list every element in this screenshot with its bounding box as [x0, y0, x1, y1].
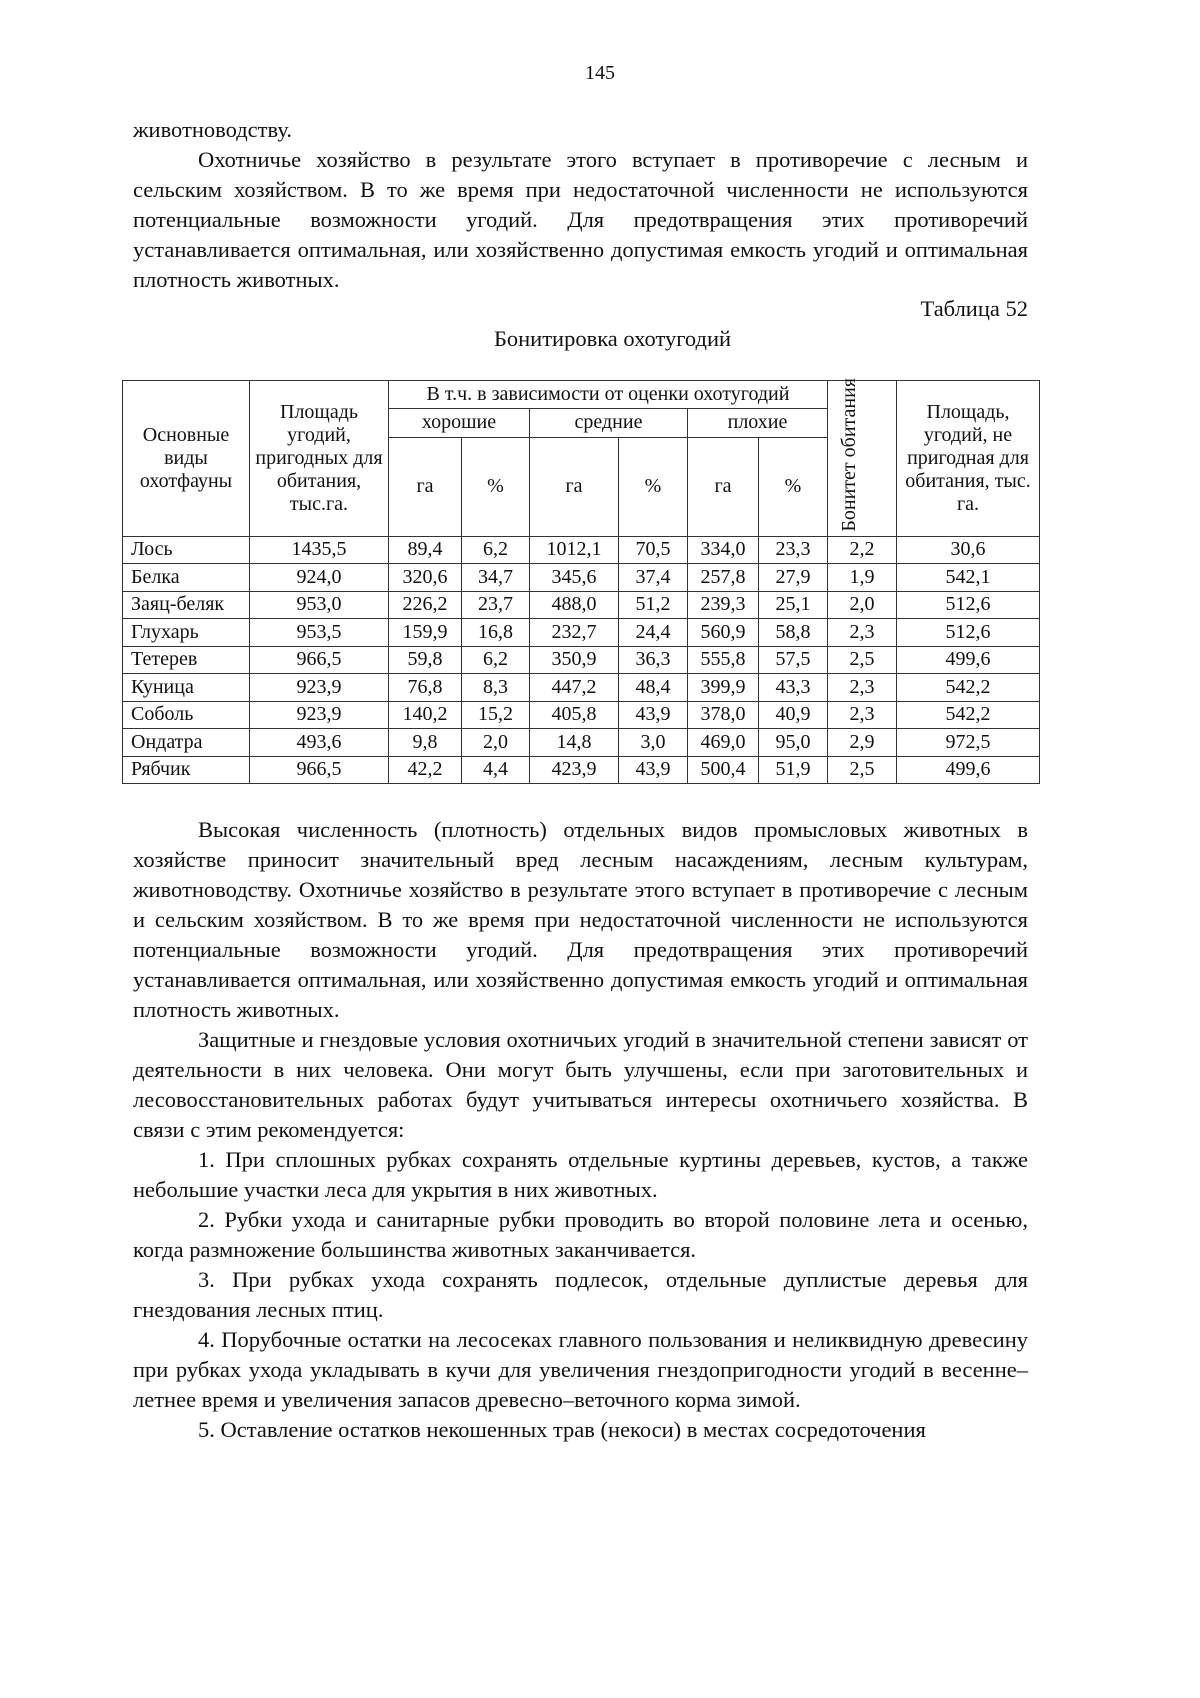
- value-cell: 2,0: [828, 591, 897, 619]
- paragraph: Защитные и гнездовые условия охотничьих угодий в значительной степени зависят от деятельности в них человека. Они могут быть улучшены, если при заготовительных и лесовосстановительных работах будут учитываться интересы охотничьего хозяйства. В связи с этим рекомендуется:: [133, 1027, 1028, 1142]
- value-cell: 542,1: [897, 564, 1040, 592]
- value-cell: 140,2: [389, 701, 462, 729]
- value-cell: 1435,5: [250, 536, 389, 564]
- value-cell: 40,9: [759, 701, 828, 729]
- value-cell: 89,4: [389, 536, 462, 564]
- value-cell: 1012,1: [530, 536, 619, 564]
- header-including: В т.ч. в зависимости от оценки охотугодий: [389, 381, 828, 409]
- species-cell: Соболь: [123, 701, 250, 729]
- paragraph: Охотничье хозяйство в результате этого вступает в противоречие с лесным и сельским хозяйством. В то же время при недостаточной численности не используются потенциальные возможности угодий. Для предотвращения этих противоречий устанавливается оптимальная, или хозяйственно допустимая емкость угодий и оптимальная плотность животных.: [133, 147, 1028, 292]
- value-cell: 6,2: [462, 536, 530, 564]
- value-cell: 239,3: [688, 591, 759, 619]
- header-area: Площадь угодий, пригодных для обитания, тыс.га.: [250, 381, 389, 537]
- value-cell: 37,4: [619, 564, 688, 592]
- value-cell: 1,9: [828, 564, 897, 592]
- value-cell: 8,3: [462, 674, 530, 702]
- value-cell: 23,7: [462, 591, 530, 619]
- species-cell: Ондатра: [123, 729, 250, 757]
- value-cell: 2,5: [828, 756, 897, 784]
- paragraph: Высокая численность (плотность) отдельных видов промысловых животных в хозяйстве приносит значительный вред лесным насаждениям, лесным культурам, животноводству. Охотничье хозяйство в результате этого вступает в противоречие с лесным и сельским хозяйством. В то же время при недостаточной численности не используются потенциальные возможности угодий. Для предотвращения этих противоречий устанавливается оптимальная, или хозяйственно допустимая емкость угодий и оптимальная плотность животных.: [133, 817, 1028, 1022]
- header-bonitet: Бонитет обитания: [828, 381, 897, 537]
- paragraph: 3. При рубках ухода сохранять подлесок, отдельные дуплистые деревья для гнездования лесных птиц.: [133, 1267, 1028, 1322]
- value-cell: 966,5: [250, 646, 389, 674]
- value-cell: 405,8: [530, 701, 619, 729]
- paragraph: 1. При сплошных рубках сохранять отдельные куртины деревьев, кустов, а также небольшие участки леса для укрытия в них животных.: [133, 1147, 1028, 1202]
- value-cell: 25,1: [759, 591, 828, 619]
- species-cell: Куница: [123, 674, 250, 702]
- value-cell: 350,9: [530, 646, 619, 674]
- value-cell: 226,2: [389, 591, 462, 619]
- value-cell: 488,0: [530, 591, 619, 619]
- paragraph: 5. Оставление остатков некошенных трав (некоси) в местах сосредоточения: [198, 1417, 926, 1442]
- table-row: [123, 564, 1040, 592]
- value-cell: 320,6: [389, 564, 462, 592]
- value-cell: 232,7: [530, 619, 619, 647]
- table-row: [123, 701, 1040, 729]
- table-row: [123, 729, 1040, 757]
- value-cell: 48,4: [619, 674, 688, 702]
- table-row: [123, 646, 1040, 674]
- value-cell: 2,0: [462, 729, 530, 757]
- species-cell: Рябчик: [123, 756, 250, 784]
- header-bad: плохие: [688, 408, 828, 437]
- value-cell: 923,9: [250, 674, 389, 702]
- value-cell: 51,2: [619, 591, 688, 619]
- value-cell: 9,8: [389, 729, 462, 757]
- value-cell: 542,2: [897, 701, 1040, 729]
- value-cell: 555,8: [688, 646, 759, 674]
- value-cell: 43,9: [619, 701, 688, 729]
- species-cell: Заяц-беляк: [123, 591, 250, 619]
- species-cell: Глухарь: [123, 619, 250, 647]
- value-cell: 923,9: [250, 701, 389, 729]
- value-cell: 36,3: [619, 646, 688, 674]
- bonitet-table: [122, 380, 1040, 784]
- header-species: Основные виды охотфауны: [123, 381, 250, 537]
- value-cell: 42,2: [389, 756, 462, 784]
- table-row: [123, 591, 1040, 619]
- value-cell: 924,0: [250, 564, 389, 592]
- intro-text: [133, 115, 1028, 295]
- value-cell: 6,2: [462, 646, 530, 674]
- value-cell: 15,2: [462, 701, 530, 729]
- value-cell: 51,9: [759, 756, 828, 784]
- table-row: [123, 619, 1040, 647]
- value-cell: 334,0: [688, 536, 759, 564]
- table-title: Бонитировка охотугодий: [493, 326, 732, 351]
- value-cell: 2,9: [828, 729, 897, 757]
- value-cell: 499,6: [897, 756, 1040, 784]
- header-ha: га: [688, 437, 759, 536]
- value-cell: 2,3: [828, 674, 897, 702]
- value-cell: 30,6: [897, 536, 1040, 564]
- intro-line: животноводству.: [133, 117, 292, 142]
- header-ha: га: [530, 437, 619, 536]
- table-number: Таблица 52: [920, 296, 1028, 321]
- value-cell: 560,9: [688, 619, 759, 647]
- value-cell: 34,7: [462, 564, 530, 592]
- value-cell: 27,9: [759, 564, 828, 592]
- value-cell: 57,5: [759, 646, 828, 674]
- value-cell: 24,4: [619, 619, 688, 647]
- paragraph: 2. Рубки ухода и санитарные рубки проводить во второй половине лета и осенью, когда размножение большинства животных заканчивается.: [133, 1207, 1028, 1262]
- value-cell: 399,9: [688, 674, 759, 702]
- value-cell: 2,2: [828, 536, 897, 564]
- value-cell: 500,4: [688, 756, 759, 784]
- body-text: [133, 815, 1028, 1445]
- page-number: 145: [585, 62, 615, 84]
- value-cell: 43,9: [619, 756, 688, 784]
- value-cell: 972,5: [897, 729, 1040, 757]
- value-cell: 16,8: [462, 619, 530, 647]
- table-row: [123, 756, 1040, 784]
- value-cell: 512,6: [897, 619, 1040, 647]
- value-cell: 447,2: [530, 674, 619, 702]
- value-cell: 2,3: [828, 701, 897, 729]
- header-good: хорошие: [389, 408, 530, 437]
- value-cell: 43,3: [759, 674, 828, 702]
- value-cell: 493,6: [250, 729, 389, 757]
- header-ha: га: [389, 437, 462, 536]
- value-cell: 512,6: [897, 591, 1040, 619]
- value-cell: 257,8: [688, 564, 759, 592]
- value-cell: 966,5: [250, 756, 389, 784]
- value-cell: 159,9: [389, 619, 462, 647]
- header-medium: средние: [530, 408, 688, 437]
- value-cell: 14,8: [530, 729, 619, 757]
- value-cell: 4,4: [462, 756, 530, 784]
- value-cell: 59,8: [389, 646, 462, 674]
- value-cell: 76,8: [389, 674, 462, 702]
- value-cell: 423,9: [530, 756, 619, 784]
- value-cell: 469,0: [688, 729, 759, 757]
- species-cell: Тетерев: [123, 646, 250, 674]
- value-cell: 953,0: [250, 591, 389, 619]
- value-cell: 3,0: [619, 729, 688, 757]
- value-cell: 95,0: [759, 729, 828, 757]
- value-cell: 378,0: [688, 701, 759, 729]
- table-row: [123, 674, 1040, 702]
- value-cell: 23,3: [759, 536, 828, 564]
- species-cell: Белка: [123, 564, 250, 592]
- header-pct: %: [759, 437, 828, 536]
- value-cell: 542,2: [897, 674, 1040, 702]
- header-unfit-area: Площадь, угодий, не пригодная для обитания, тыс. га.: [897, 381, 1040, 537]
- value-cell: 2,5: [828, 646, 897, 674]
- value-cell: 345,6: [530, 564, 619, 592]
- species-cell: Лось: [123, 536, 250, 564]
- paragraph: 4. Порубочные остатки на лесосеках главного пользования и неликвидную древесину при рубках ухода укладывать в кучи для увеличения гнездопригодности угодий в весенне–летнее время и увеличения запасов древесно–веточного корма зимой.: [133, 1327, 1028, 1412]
- value-cell: 2,3: [828, 619, 897, 647]
- table-row: [123, 536, 1040, 564]
- header-pct: %: [462, 437, 530, 536]
- header-pct: %: [619, 437, 688, 536]
- value-cell: 58,8: [759, 619, 828, 647]
- value-cell: 70,5: [619, 536, 688, 564]
- value-cell: 953,5: [250, 619, 389, 647]
- value-cell: 499,6: [897, 646, 1040, 674]
